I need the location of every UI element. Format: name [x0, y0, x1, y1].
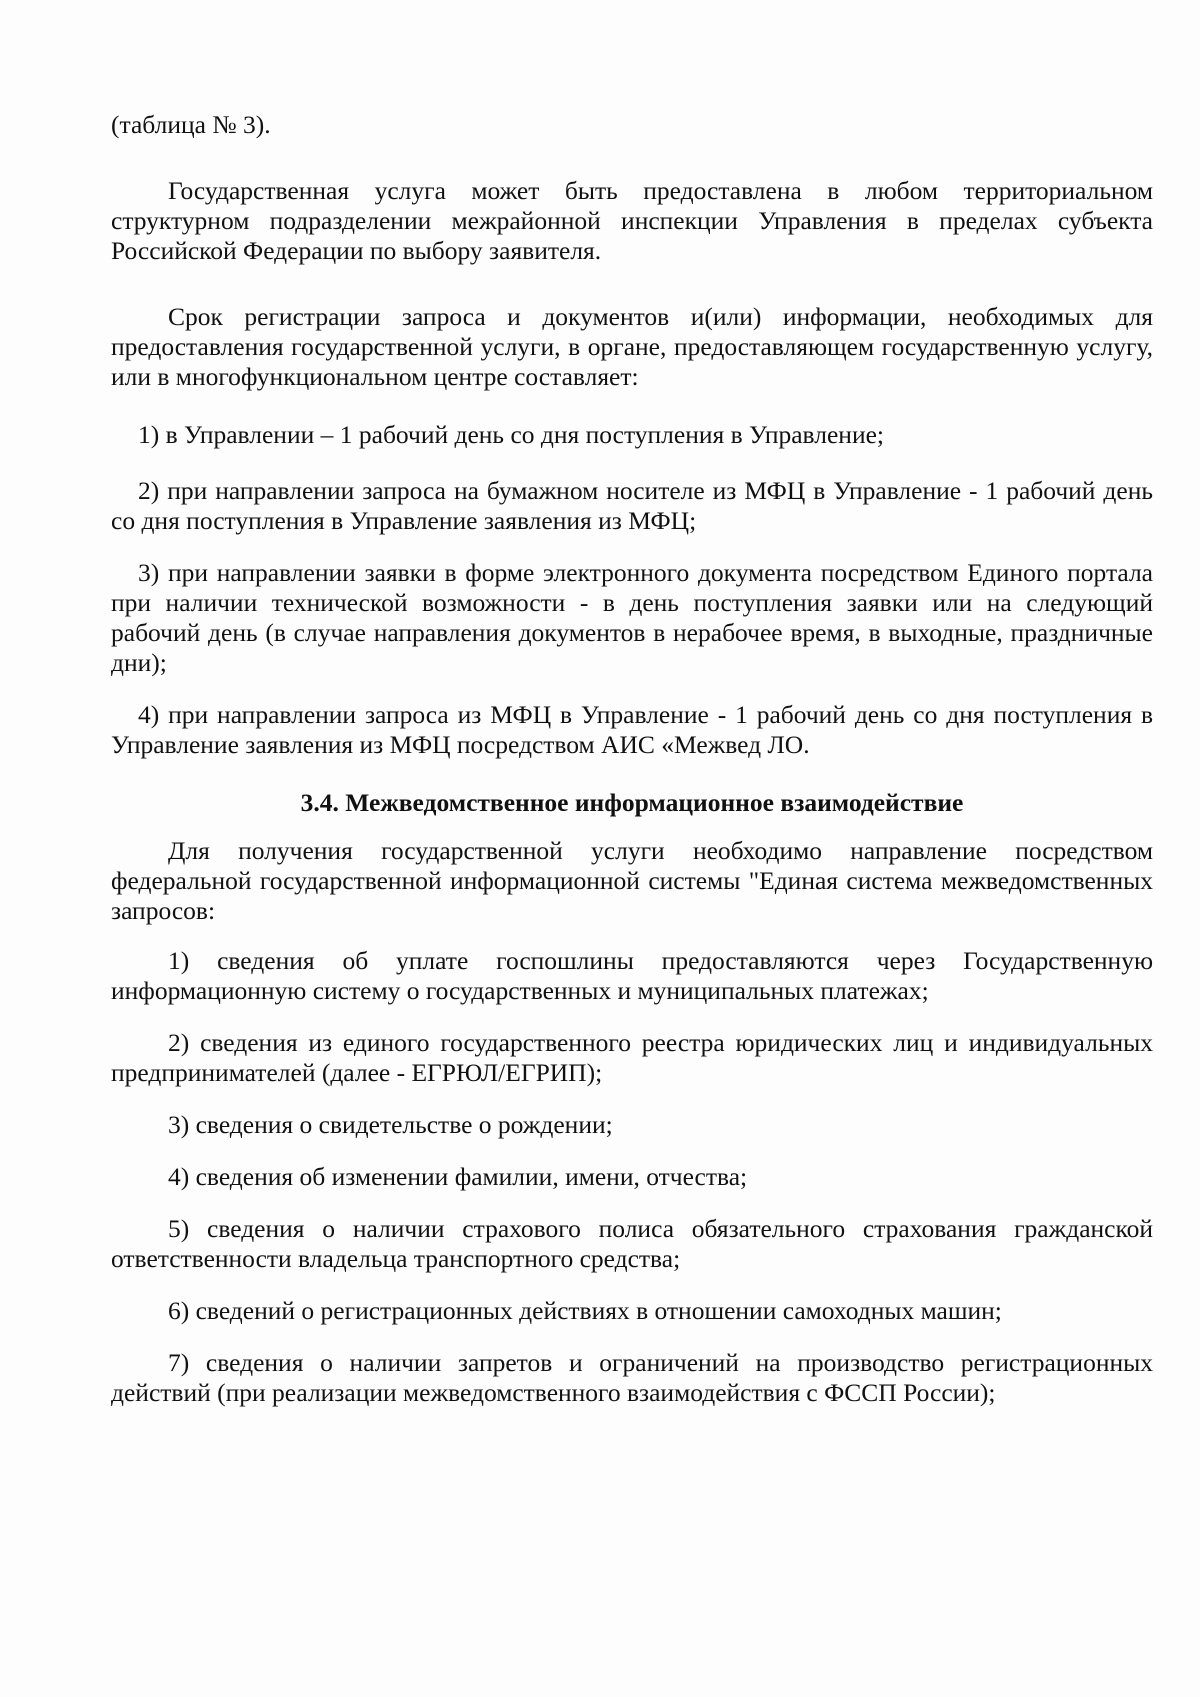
intro-paragraph: (таблица № 3).: [111, 110, 271, 139]
registration-deadline-paragraph: Срок регистрации запроса и документов и(или) информации, необходимых для предоставления государственной услуги, в органе, предоставляющем государственную услугу, или в многофункциональном центре составляет:: [111, 302, 1153, 391]
deadline-item-3: 3) при направлении заявки в форме электронного документа посредством Единого портала при наличии технической возможности - в день поступления заявки или на следующий рабочий день (в случае направления документов в нерабочее время, в выходные, праздничные дни);: [111, 558, 1153, 677]
request-item-6: 6) сведений о регистрационных действиях в отношении самоходных машин;: [168, 1296, 1002, 1325]
deadline-item-4: 4) при направлении запроса из МФЦ в Управление - 1 рабочий день со дня поступления в Управление заявления из МФЦ посредством АИС «Межвед ЛО.: [111, 700, 1153, 759]
deadline-item-1: 1) в Управлении – 1 рабочий день со дня поступления в Управление;: [138, 420, 884, 449]
section-heading: 3.4. Межведомственное информационное взаимодействие: [300, 788, 964, 817]
deadline-item-2: 2) при направлении запроса на бумажном носителе из МФЦ в Управление - 1 рабочий день со дня поступления в Управление заявления из МФЦ;: [111, 476, 1153, 535]
interagency-paragraph: Для получения государственной услуги необходимо направление посредством федеральной государственной информационной системы "Единая система межведомственных запросов:: [111, 836, 1153, 925]
request-item-5: 5) сведения о наличии страхового полиса обязательного страхования гражданской ответственности владельца транспортного средства;: [111, 1214, 1153, 1273]
request-item-3: 3) сведения о свидетельстве о рождении;: [168, 1110, 613, 1139]
request-item-4: 4) сведения об изменении фамилии, имени, отчества;: [168, 1162, 748, 1191]
request-item-7: 7) сведения о наличии запретов и ограничений на производство регистрационных действий (при реализации межведомственного взаимодействия с ФССП России);: [111, 1348, 1153, 1407]
request-item-1: 1) сведения об уплате госпошлины предоставляются через Государственную информационную систему о государственных и муниципальных платежах;: [111, 946, 1153, 1005]
request-item-2: 2) сведения из единого государственного реестра юридических лиц и индивидуальных предпринимателей (далее - ЕГРЮЛ/ЕГРИП);: [111, 1028, 1153, 1087]
document-body: [111, 110, 1153, 1408]
service-availability-paragraph: Государственная услуга может быть предоставлена в любом территориальном структурном подразделении межрайонной инспекции Управления в пределах субъекта Российской Федерации по выбору заявителя.: [111, 176, 1153, 265]
